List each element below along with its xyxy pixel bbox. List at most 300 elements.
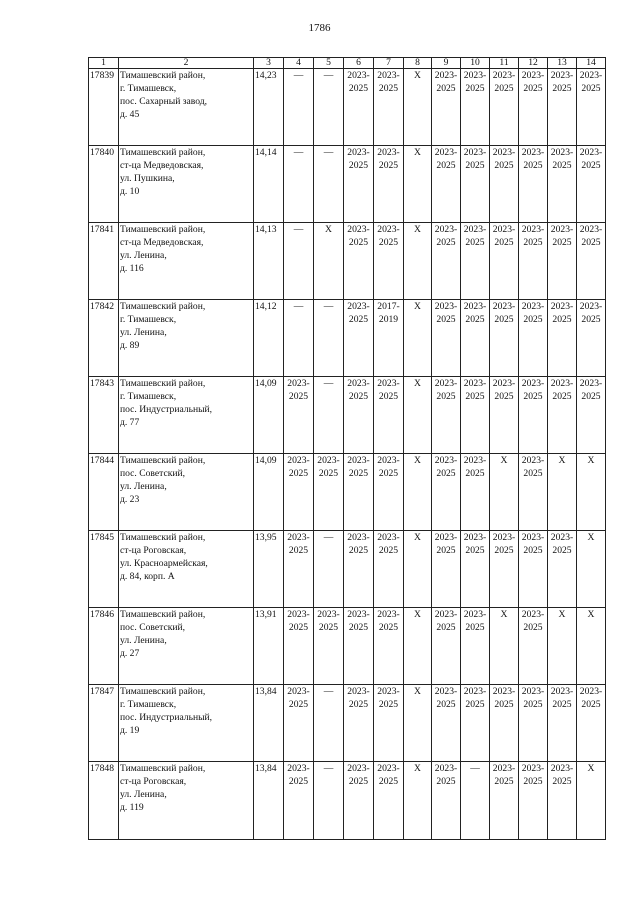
period-cell-text: 2023- 2025 — [434, 224, 458, 248]
column-header: 3 — [254, 58, 284, 69]
period-cell-text: 2023- 2025 — [521, 224, 545, 248]
period-cell — [548, 454, 577, 531]
period-cell-text: 2023- 2025 — [434, 455, 458, 479]
period-cell — [461, 300, 490, 377]
header-row — [89, 58, 606, 69]
period-cell-text: 2023- 2025 — [579, 686, 603, 710]
record-number — [89, 300, 119, 377]
period-cell — [548, 762, 577, 840]
period-cell-text: 2023- 2025 — [463, 70, 487, 94]
period-cell-text: 2023- 2025 — [492, 532, 516, 556]
period-cell-text: 2023- 2025 — [377, 609, 400, 633]
period-cell — [344, 608, 374, 685]
period-cell — [461, 223, 490, 300]
period-cell — [519, 146, 548, 223]
table-row — [89, 377, 606, 454]
record-number — [89, 531, 119, 608]
period-cell — [519, 223, 548, 300]
period-cell-text: X — [414, 532, 421, 543]
period-cell-text: 2023- 2025 — [287, 763, 310, 787]
period-cell — [519, 300, 548, 377]
period-cell-text: 2023- 2025 — [377, 224, 400, 248]
period-cell — [374, 69, 404, 146]
period-cell — [490, 223, 519, 300]
period-cell — [490, 608, 519, 685]
value-cell-text: 13,84 — [255, 763, 277, 774]
period-cell — [432, 685, 461, 762]
period-cell-text: 2023- 2025 — [347, 224, 370, 248]
period-cell-text: 2023- 2025 — [377, 378, 400, 402]
period-cell — [314, 454, 344, 531]
record-number — [89, 377, 119, 454]
address-cell-text: Тимашевский район, ст-ца Роговская, ул. Ленина, д. 119 — [120, 763, 206, 813]
column-header: 5 — [314, 58, 344, 69]
period-cell-text: 2023- 2025 — [521, 70, 545, 94]
period-cell-text: X — [414, 609, 421, 620]
period-cell-text: 2023- 2025 — [377, 686, 400, 710]
period-cell-text: 2023- 2025 — [347, 455, 370, 479]
period-cell — [374, 377, 404, 454]
period-cell-text: — — [323, 301, 334, 312]
period-cell — [404, 762, 432, 840]
period-cell — [374, 762, 404, 840]
period-cell-text: 2023- 2025 — [434, 301, 458, 325]
address-cell — [119, 377, 254, 454]
value-cell — [254, 377, 284, 454]
value-cell-text: 14,14 — [255, 147, 277, 158]
period-cell-text: X — [587, 609, 595, 620]
period-cell — [404, 454, 432, 531]
period-cell-text: 2023- 2025 — [492, 224, 516, 248]
period-cell-text: 2023- 2025 — [347, 301, 370, 325]
period-cell — [548, 146, 577, 223]
period-cell-text: X — [325, 224, 332, 235]
period-cell — [314, 762, 344, 840]
period-cell — [577, 69, 606, 146]
period-cell-text: 2023- 2025 — [317, 609, 340, 633]
period-cell-text: 2023- 2025 — [521, 301, 545, 325]
period-cell — [432, 531, 461, 608]
period-cell — [284, 223, 314, 300]
period-cell — [284, 454, 314, 531]
table-row — [89, 531, 606, 608]
period-cell — [344, 454, 374, 531]
period-cell — [519, 608, 548, 685]
column-header: 8 — [404, 58, 432, 69]
period-cell — [519, 454, 548, 531]
period-cell — [284, 300, 314, 377]
table-row — [89, 146, 606, 223]
period-cell-text: 2023- 2025 — [521, 686, 545, 710]
column-header: 2 — [119, 58, 254, 69]
record-number-text: 17841 — [90, 224, 114, 235]
period-cell-text: 2023- 2025 — [550, 532, 574, 556]
period-cell-text: 2023- 2025 — [377, 147, 400, 171]
period-cell-text: 2023- 2025 — [492, 70, 516, 94]
period-cell — [404, 300, 432, 377]
period-cell — [314, 223, 344, 300]
record-number — [89, 223, 119, 300]
value-cell-text: 14,12 — [255, 301, 277, 312]
period-cell — [284, 608, 314, 685]
address-cell — [119, 608, 254, 685]
record-number — [89, 454, 119, 531]
record-number — [89, 762, 119, 840]
column-header: 11 — [490, 58, 519, 69]
period-cell — [284, 69, 314, 146]
period-cell-text: 2023- 2025 — [434, 532, 458, 556]
period-cell-text: 2023- 2025 — [287, 378, 310, 402]
record-number — [89, 685, 119, 762]
record-number-text: 17846 — [90, 609, 114, 620]
record-number-text: 17843 — [90, 378, 114, 389]
period-cell-text: 2023- 2025 — [434, 686, 458, 710]
period-cell-text: X — [587, 455, 595, 466]
period-cell — [404, 685, 432, 762]
record-number-text: 17839 — [90, 70, 114, 81]
period-cell — [404, 608, 432, 685]
period-cell — [519, 531, 548, 608]
period-cell-text: 2023- 2025 — [347, 70, 370, 94]
period-cell-text: X — [414, 763, 421, 774]
period-cell-text: X — [414, 147, 421, 158]
period-cell-text: 2023- 2025 — [347, 686, 370, 710]
period-cell — [404, 69, 432, 146]
period-cell-text: 2023- 2025 — [521, 378, 545, 402]
period-cell — [548, 69, 577, 146]
period-cell — [461, 685, 490, 762]
table-row — [89, 685, 606, 762]
period-cell — [432, 608, 461, 685]
period-cell-text: 2023- 2025 — [347, 147, 370, 171]
period-cell — [548, 685, 577, 762]
value-cell-text: 14,09 — [255, 378, 277, 389]
address-cell-text: Тимашевский район, г. Тимашевск, пос. Сахарный завод, д. 45 — [120, 70, 208, 120]
period-cell — [374, 685, 404, 762]
period-cell-text: 2023- 2025 — [579, 301, 603, 325]
period-cell-text: 2023- 2025 — [550, 686, 574, 710]
period-cell-text: — — [470, 763, 480, 774]
address-cell — [119, 146, 254, 223]
period-cell-text: X — [558, 455, 566, 466]
period-cell-text: 2023- 2025 — [521, 455, 545, 479]
value-cell-text: 13,95 — [255, 532, 277, 543]
period-cell-text: X — [500, 455, 508, 466]
period-cell-text: 2023- 2025 — [463, 301, 487, 325]
period-cell-text: — — [323, 532, 334, 543]
period-cell — [490, 69, 519, 146]
period-cell — [314, 146, 344, 223]
period-cell-text: 2023- 2025 — [492, 378, 516, 402]
table-row — [89, 608, 606, 685]
period-cell — [284, 531, 314, 608]
period-cell-text: 2023- 2025 — [287, 686, 310, 710]
period-cell — [490, 454, 519, 531]
period-cell — [432, 762, 461, 840]
period-cell — [284, 146, 314, 223]
period-cell-text: 2023- 2025 — [550, 224, 574, 248]
period-cell-text: — — [293, 147, 304, 158]
period-cell-text: 2023- 2025 — [463, 609, 487, 633]
value-cell — [254, 531, 284, 608]
column-header: 7 — [374, 58, 404, 69]
period-cell — [490, 146, 519, 223]
period-cell — [344, 69, 374, 146]
period-cell-text: X — [414, 378, 421, 389]
period-cell — [314, 377, 344, 454]
period-cell — [490, 531, 519, 608]
period-cell — [490, 762, 519, 840]
period-cell-text: 2023- 2025 — [287, 455, 310, 479]
period-cell — [519, 685, 548, 762]
period-cell — [344, 300, 374, 377]
period-cell-text: X — [414, 70, 421, 81]
period-cell-text: 2023- 2025 — [434, 147, 458, 171]
address-cell-text: Тимашевский район, г. Тимашевск, пос. Индустриальный, д. 77 — [120, 378, 213, 428]
value-cell — [254, 454, 284, 531]
period-cell — [490, 300, 519, 377]
address-cell-text: Тимашевский район, пос. Советский, ул. Ленина, д. 27 — [120, 609, 206, 659]
period-cell — [577, 685, 606, 762]
period-cell — [344, 685, 374, 762]
table-body — [89, 69, 606, 840]
record-number-text: 17844 — [90, 455, 114, 466]
period-cell — [284, 685, 314, 762]
period-cell — [344, 377, 374, 454]
record-number-text: 17842 — [90, 301, 114, 312]
period-cell — [344, 762, 374, 840]
period-cell — [344, 146, 374, 223]
period-cell-text: 2023- 2025 — [550, 763, 574, 787]
period-cell-text: 2023- 2025 — [377, 532, 400, 556]
period-cell-text: 2023- 2025 — [463, 455, 487, 479]
period-cell-text: X — [558, 609, 566, 620]
period-cell-text: 2023- 2025 — [521, 147, 545, 171]
period-cell-text: 2023- 2025 — [492, 147, 516, 171]
period-cell-text: — — [293, 224, 304, 235]
period-cell — [314, 608, 344, 685]
column-header: 4 — [284, 58, 314, 69]
period-cell — [519, 762, 548, 840]
period-cell — [404, 146, 432, 223]
column-header: 13 — [548, 58, 577, 69]
period-cell-text: 2023- 2025 — [434, 378, 458, 402]
register-table — [88, 57, 606, 840]
period-cell-text: 2023- 2025 — [377, 70, 400, 94]
period-cell-text: 2023- 2025 — [550, 70, 574, 94]
period-cell-text: X — [414, 301, 421, 312]
period-cell — [490, 377, 519, 454]
period-cell-text: 2023- 2025 — [492, 301, 516, 325]
table-row — [89, 762, 606, 840]
record-number — [89, 146, 119, 223]
value-cell-text: 14,23 — [255, 70, 277, 81]
period-cell-text: 2023- 2025 — [377, 455, 400, 479]
period-cell — [404, 531, 432, 608]
period-cell-text: 2023- 2025 — [377, 763, 400, 787]
table-row — [89, 223, 606, 300]
period-cell — [577, 377, 606, 454]
period-cell-text: X — [500, 609, 508, 620]
value-cell — [254, 685, 284, 762]
period-cell — [519, 69, 548, 146]
column-header: 12 — [519, 58, 548, 69]
value-cell-text: 13,91 — [255, 609, 277, 620]
address-cell-text: Тимашевский район, пос. Советский, ул. Ленина, д. 23 — [120, 455, 206, 505]
period-cell — [404, 223, 432, 300]
period-cell-text: X — [414, 686, 421, 697]
period-cell-text: 2023- 2025 — [492, 763, 516, 787]
period-cell — [461, 146, 490, 223]
period-cell — [461, 531, 490, 608]
period-cell — [314, 300, 344, 377]
period-cell-text: 2023- 2025 — [492, 686, 516, 710]
value-cell — [254, 762, 284, 840]
period-cell — [314, 685, 344, 762]
period-cell — [284, 762, 314, 840]
address-cell-text: Тимашевский район, г. Тимашевск, ул. Ленина, д. 89 — [120, 301, 206, 351]
period-cell — [374, 531, 404, 608]
period-cell — [548, 300, 577, 377]
address-cell-text: Тимашевский район, ст-ца Роговская, ул. Красноармейская, д. 84, корп. А — [120, 532, 208, 582]
period-cell — [519, 377, 548, 454]
period-cell-text: 2023- 2025 — [287, 609, 310, 633]
period-cell — [432, 69, 461, 146]
period-cell — [461, 608, 490, 685]
address-cell — [119, 223, 254, 300]
period-cell-text: 2023- 2025 — [463, 224, 487, 248]
period-cell-text: 2023- 2025 — [550, 378, 574, 402]
period-cell — [374, 146, 404, 223]
period-cell-text: 2023- 2025 — [579, 378, 603, 402]
period-cell — [344, 531, 374, 608]
period-cell — [374, 454, 404, 531]
value-cell — [254, 300, 284, 377]
period-cell-text: 2023- 2025 — [521, 532, 545, 556]
period-cell — [314, 531, 344, 608]
record-number-text: 17840 — [90, 147, 114, 158]
column-header: 9 — [432, 58, 461, 69]
period-cell — [314, 69, 344, 146]
table-row — [89, 300, 606, 377]
period-cell — [461, 377, 490, 454]
period-cell — [344, 223, 374, 300]
period-cell-text: 2023- 2025 — [521, 763, 545, 787]
period-cell — [577, 146, 606, 223]
address-cell — [119, 300, 254, 377]
record-number-text: 17845 — [90, 532, 114, 543]
period-cell-text: — — [323, 763, 334, 774]
period-cell — [284, 377, 314, 454]
period-cell — [548, 608, 577, 685]
address-cell-text: Тимашевский район, ст-ца Медведовская, ул. Пушкина, д. 10 — [120, 147, 206, 197]
period-cell-text: 2023- 2025 — [463, 378, 487, 402]
column-header: 6 — [344, 58, 374, 69]
address-cell-text: Тимашевский район, г. Тимашевск, пос. Индустриальный, д. 19 — [120, 686, 213, 736]
period-cell — [432, 223, 461, 300]
period-cell-text: 2023- 2025 — [579, 224, 603, 248]
column-header: 10 — [461, 58, 490, 69]
period-cell-text: — — [323, 378, 334, 389]
period-cell — [432, 377, 461, 454]
period-cell — [461, 454, 490, 531]
record-number-text: 17848 — [90, 763, 114, 774]
record-number — [89, 608, 119, 685]
period-cell — [548, 531, 577, 608]
value-cell — [254, 223, 284, 300]
value-cell — [254, 146, 284, 223]
period-cell — [432, 454, 461, 531]
period-cell-text: — — [323, 147, 334, 158]
period-cell-text: — — [293, 301, 304, 312]
period-cell — [577, 454, 606, 531]
period-cell-text: — — [323, 686, 334, 697]
address-cell-text: Тимашевский район, ст-ца Медведовская, ул. Ленина, д. 116 — [120, 224, 206, 274]
period-cell-text: — — [323, 70, 334, 81]
period-cell-text: 2023- 2025 — [317, 455, 340, 479]
period-cell-text: X — [587, 532, 595, 543]
period-cell-text: 2017- 2019 — [377, 301, 400, 325]
value-cell — [254, 608, 284, 685]
period-cell — [548, 377, 577, 454]
value-cell-text: 13,84 — [255, 686, 277, 697]
table-row — [89, 454, 606, 531]
period-cell-text: 2023- 2025 — [579, 147, 603, 171]
period-cell-text: 2023- 2025 — [287, 532, 310, 556]
period-cell — [577, 300, 606, 377]
period-cell-text: 2023- 2025 — [347, 763, 370, 787]
period-cell-text: 2023- 2025 — [463, 532, 487, 556]
value-cell-text: 14,13 — [255, 224, 277, 235]
value-cell — [254, 69, 284, 146]
period-cell — [490, 685, 519, 762]
period-cell — [404, 377, 432, 454]
address-cell — [119, 762, 254, 840]
table-row — [89, 69, 606, 146]
period-cell-text: 2023- 2025 — [463, 686, 487, 710]
period-cell — [577, 762, 606, 840]
period-cell — [432, 300, 461, 377]
column-header: 1 — [89, 58, 119, 69]
period-cell — [548, 223, 577, 300]
period-cell-text: — — [293, 70, 304, 81]
period-cell-text: 2023- 2025 — [347, 532, 370, 556]
period-cell-text: 2023- 2025 — [347, 378, 370, 402]
period-cell-text: 2023- 2025 — [347, 609, 370, 633]
address-cell — [119, 531, 254, 608]
period-cell — [577, 531, 606, 608]
value-cell-text: 14,09 — [255, 455, 277, 466]
period-cell — [374, 608, 404, 685]
period-cell — [432, 146, 461, 223]
period-cell — [577, 608, 606, 685]
period-cell-text: 2023- 2025 — [550, 147, 574, 171]
record-number — [89, 69, 119, 146]
period-cell-text: 2023- 2025 — [434, 763, 458, 787]
period-cell-text: 2023- 2025 — [463, 147, 487, 171]
column-header: 14 — [577, 58, 606, 69]
period-cell-text: 2023- 2025 — [521, 609, 545, 633]
period-cell — [374, 223, 404, 300]
address-cell — [119, 69, 254, 146]
period-cell-text: 2023- 2025 — [434, 70, 458, 94]
period-cell-text: 2023- 2025 — [579, 70, 603, 94]
period-cell-text: X — [414, 455, 421, 466]
address-cell — [119, 685, 254, 762]
period-cell-text: 2023- 2025 — [550, 301, 574, 325]
period-cell — [577, 223, 606, 300]
period-cell-text: X — [587, 763, 595, 774]
